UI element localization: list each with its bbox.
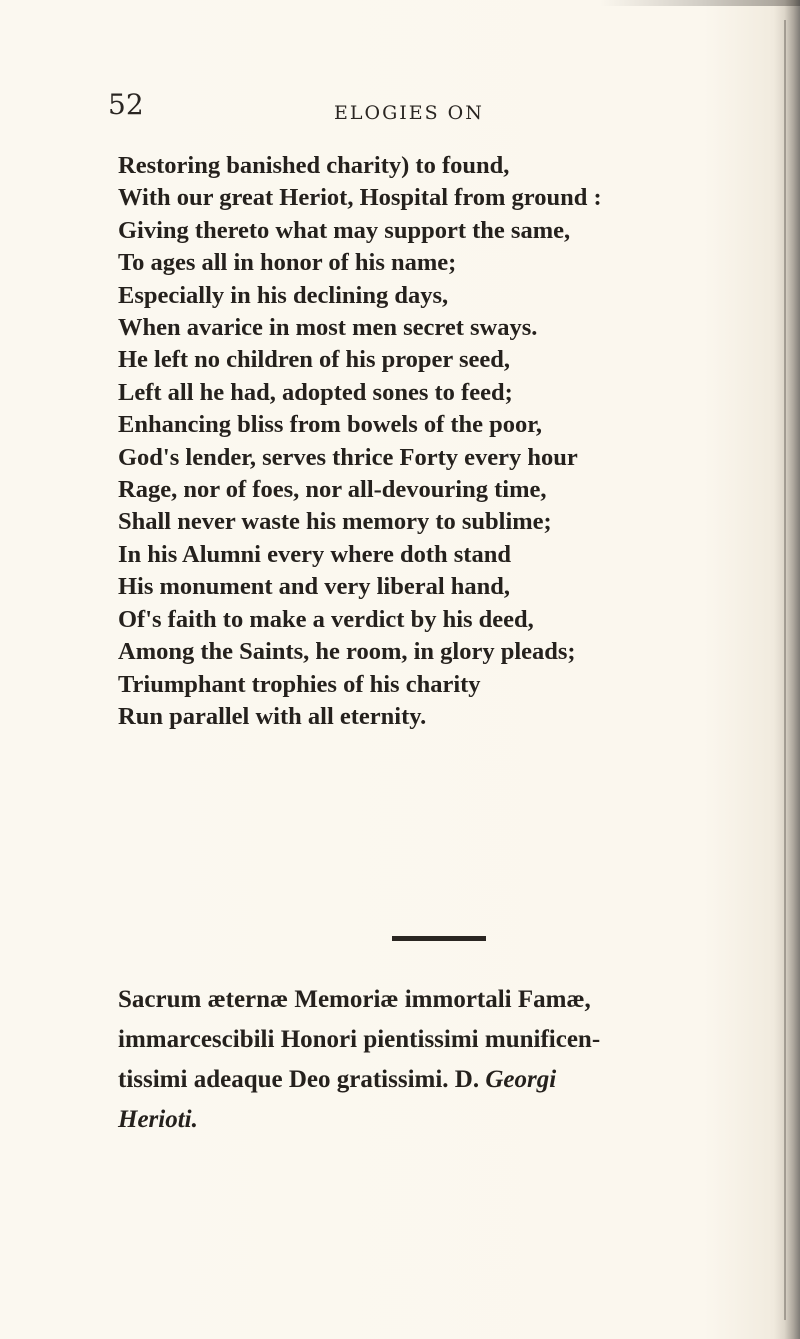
poem-line: Giving thereto what may support the same, bbox=[118, 216, 571, 244]
top-edge-mark bbox=[600, 0, 800, 6]
poem-line: Rage, nor of foes, nor all-devouring time, bbox=[118, 476, 547, 504]
poem-line: Restoring banished charity) to found, bbox=[118, 152, 510, 179]
section-divider-rule bbox=[392, 936, 486, 941]
poem-line: Enhancing bliss from bowels of the poor, bbox=[118, 411, 543, 439]
poem-line: Especially in his declining days, bbox=[118, 281, 449, 309]
poem bbox=[118, 150, 758, 733]
poem-line: Shall never waste his memory to sublime; bbox=[118, 508, 552, 536]
inscription-line: Sacrum æternæ Memoriæ immortali Famæ, bbox=[118, 986, 591, 1013]
poem-line: In his Alumni every where doth stand bbox=[118, 540, 511, 568]
inscription-text: tissimi adeaque Deo gratissimi. D. bbox=[118, 1066, 486, 1093]
inscription-line: immarcescibili Honori pientissimi munificen- bbox=[118, 1026, 601, 1053]
running-head: ELOGIES ON bbox=[334, 102, 484, 124]
poem-line: When avarice in most men secret sways. bbox=[118, 314, 538, 342]
poem-line: Left all he had, adopted sones to feed; bbox=[118, 378, 513, 406]
inscription-line: Herioti. bbox=[118, 1106, 198, 1133]
poem-line: He left no children of his proper seed, bbox=[118, 346, 510, 374]
poem-line: Triumphant trophies of his charity bbox=[118, 670, 481, 698]
inscription-name-italic: Georgi bbox=[485, 1066, 557, 1093]
page-number: 52 bbox=[108, 88, 144, 121]
poem-line: Run parallel with all eternity. bbox=[118, 702, 427, 730]
poem-line: His monument and very liberal hand, bbox=[118, 573, 511, 601]
poem-line: With our great Heriot, Hospital from ground : bbox=[118, 184, 602, 212]
page-edge-line bbox=[784, 20, 786, 1320]
poem-line: Among the Saints, he room, in glory pleads; bbox=[118, 638, 576, 666]
inscription-line bbox=[118, 1060, 758, 1100]
page-edge-shadow bbox=[774, 0, 800, 1339]
poem-line: God's lender, serves thrice Forty every hour bbox=[118, 443, 578, 471]
poem-line: To ages all in honor of his name; bbox=[118, 249, 457, 277]
latin-inscription bbox=[118, 980, 758, 1140]
poem-line: Of's faith to make a verdict by his deed, bbox=[118, 605, 534, 633]
